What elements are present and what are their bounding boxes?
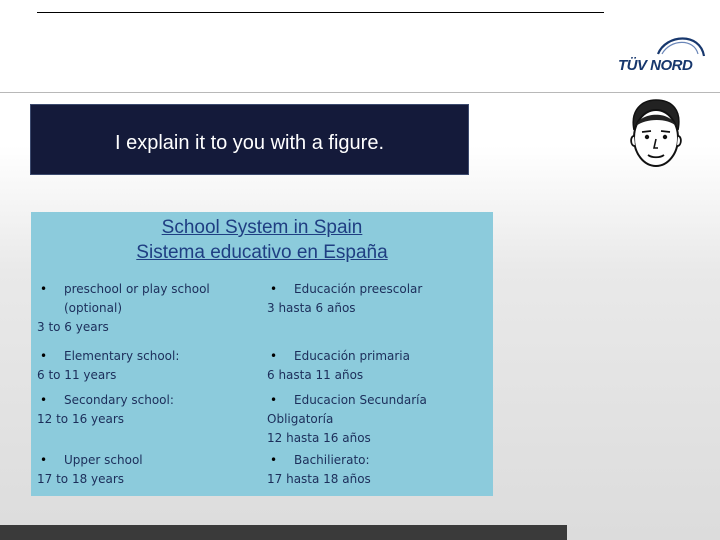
item-age: 3 hasta 6 años	[267, 301, 356, 315]
item-label: Upper school	[64, 453, 143, 467]
item-age: 3 to 6 years	[37, 320, 109, 334]
list-item	[37, 347, 179, 385]
cartoon-face-icon	[624, 96, 688, 172]
item-label: Educación preescolar	[294, 282, 423, 296]
footer-bar	[0, 525, 567, 540]
bullet-icon	[267, 280, 294, 299]
item-label-continued: Obligatoría	[267, 412, 334, 426]
list-item	[267, 347, 410, 385]
message-banner	[30, 104, 469, 175]
panel-title-spanish: Sistema educativo en España	[136, 242, 388, 263]
bullet-icon	[37, 280, 64, 299]
header-divider	[0, 92, 720, 93]
banner-text: I explain it to you with a figure.	[114, 132, 385, 154]
item-label: Elementary school:	[64, 349, 180, 363]
bullet-icon	[267, 451, 294, 470]
item-age: 6 hasta 11 años	[267, 368, 364, 382]
panel-title-english: School System in Spain	[161, 217, 363, 238]
item-age: 12 to 16 years	[37, 412, 125, 426]
list-item	[37, 280, 237, 337]
item-label: preschool or play school	[64, 282, 210, 296]
list-item	[267, 280, 422, 318]
bullet-icon	[37, 391, 64, 410]
school-system-panel	[31, 212, 493, 496]
item-label: Secondary school:	[64, 393, 174, 407]
item-age: 17 hasta 18 años	[267, 472, 371, 486]
item-label: Educación primaria	[294, 349, 410, 363]
list-item	[37, 391, 174, 429]
item-age: 12 hasta 16 años	[267, 431, 371, 445]
tuv-nord-logo	[614, 30, 708, 80]
item-label-continued: (optional)	[64, 301, 122, 315]
item-label: Bachilierato:	[294, 453, 370, 467]
bullet-icon	[267, 347, 294, 366]
item-label: Educacion Secundaría	[294, 393, 427, 407]
logo-text: TÜV NORD	[618, 57, 693, 74]
list-item	[267, 391, 427, 448]
bullet-icon	[37, 451, 64, 470]
top-rule	[37, 12, 604, 13]
item-age: 6 to 11 years	[37, 368, 117, 382]
bullet-icon	[37, 347, 64, 366]
bullet-icon	[267, 391, 294, 410]
panel-title	[31, 215, 493, 265]
list-item	[37, 451, 143, 489]
item-age: 17 to 18 years	[37, 472, 125, 486]
list-item	[267, 451, 371, 489]
